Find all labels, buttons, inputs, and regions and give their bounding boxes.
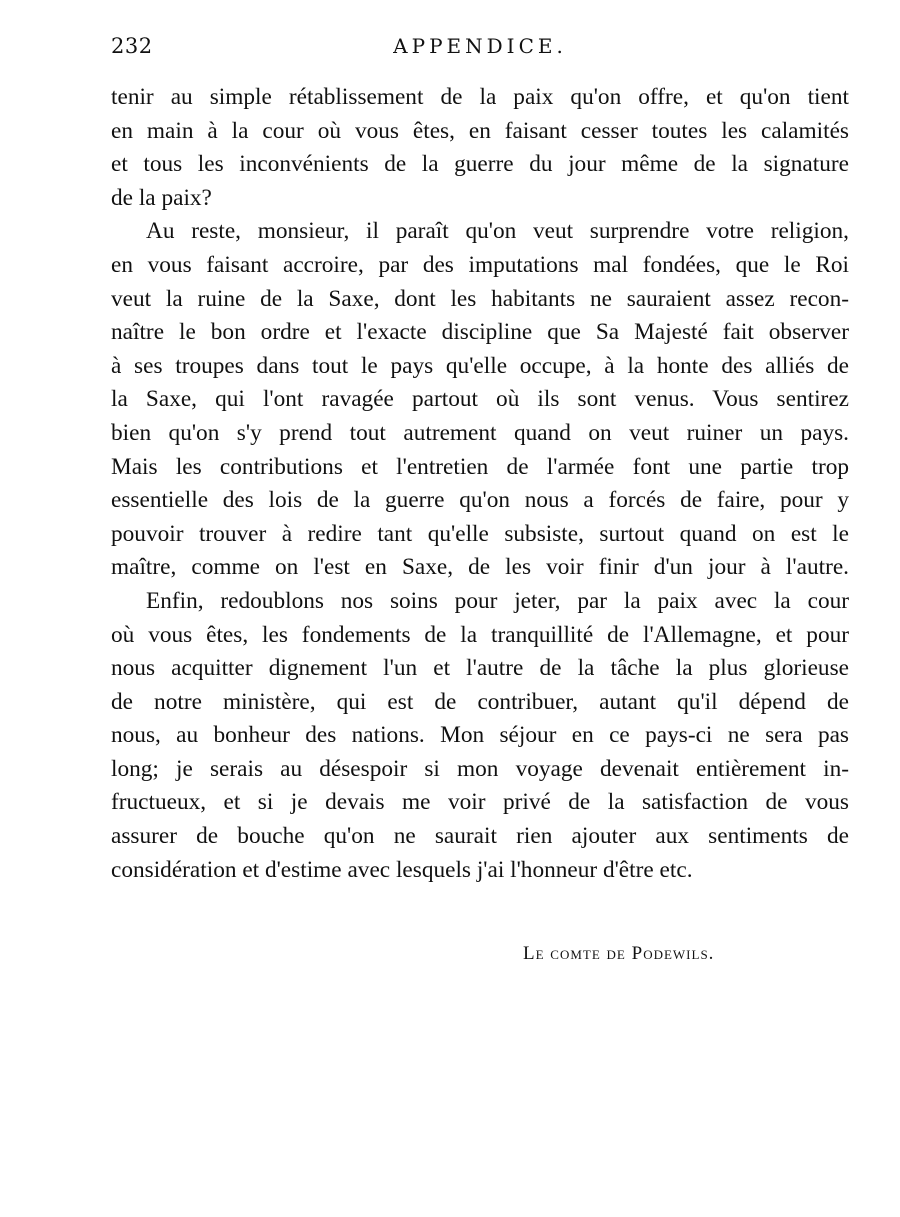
text-line: où vous êtes, les fondements de la tranquillité de l'Allemagne, et pour [111,621,849,648]
text-line: pouvoir trouver à redire tant qu'elle subsiste, surtout quand on est le [111,520,849,547]
page-number: 232 [111,34,153,58]
text-line: en vous faisant accroire, par des imputations mal fondées, que le Roi [111,251,849,278]
text-line: de notre ministère, qui est de contribuer, autant qu'il dépend de [111,688,849,715]
text-line: la Saxe, qui l'ont ravagée partout où ils sont venus. Vous sentirez [111,386,849,413]
text-line: et tous les inconvénients de la guerre du jour même de la signature [111,151,849,178]
body-text [111,81,849,887]
paragraph-2 [111,215,849,585]
signature: Le comte de Podewils. [523,943,715,964]
text-line: assurer de bouche qu'on ne saurait rien ajouter aux sentiments de [111,823,849,850]
text-line: Au reste, monsieur, il paraît qu'on veut surprendre votre religion, [146,218,849,245]
text-line: nous, au bonheur des nations. Mon séjour en ce pays-ci ne sera pas [111,722,849,749]
text-line: long; je serais au désespoir si mon voyage devenait entièrement in- [111,755,849,782]
text-line: maître, comme on l'est en Saxe, de les voir finir d'un jour à l'autre. [111,554,849,581]
running-head [111,34,849,74]
text-line: fructueux, et si je devais me voir privé de la satisfaction de vous [111,789,849,816]
text-line: veut la ruine de la Saxe, dont les habitants ne sauraient assez recon- [111,285,849,312]
text-line: tenir au simple rétablissement de la paix qu'on offre, et qu'on tient [111,84,849,110]
text-line: considération et d'estime avec lesquels j'ai l'honneur d'être etc. [111,856,693,883]
text-line: de la paix? [111,184,212,211]
text-line: Mais les contributions et l'entretien de l'armée font une partie trop [111,453,849,480]
text-line: bien qu'on s'y prend tout autrement quand on veut ruiner un pays. [111,419,849,446]
page [111,34,849,887]
text-line: en main à la cour où vous êtes, en faisant cesser toutes les calamités [111,117,849,144]
paragraph-3 [111,585,849,887]
text-line: naître le bon ordre et l'exacte discipline que Sa Majesté fait observer [111,319,849,346]
text-line: à ses troupes dans tout le pays qu'elle occupe, à la honte des alliés de [111,352,849,379]
text-line: essentielle des lois de la guerre qu'on nous a forcés de faire, pour y [111,487,849,514]
header-title: APPENDICE. [393,34,567,58]
paragraph-1 [111,81,849,215]
text-line: nous acquitter dignement l'un et l'autre de la tâche la plus glorieuse [111,655,849,682]
text-line: Enfin, redoublons nos soins pour jeter, par la paix avec la cour [146,587,849,614]
